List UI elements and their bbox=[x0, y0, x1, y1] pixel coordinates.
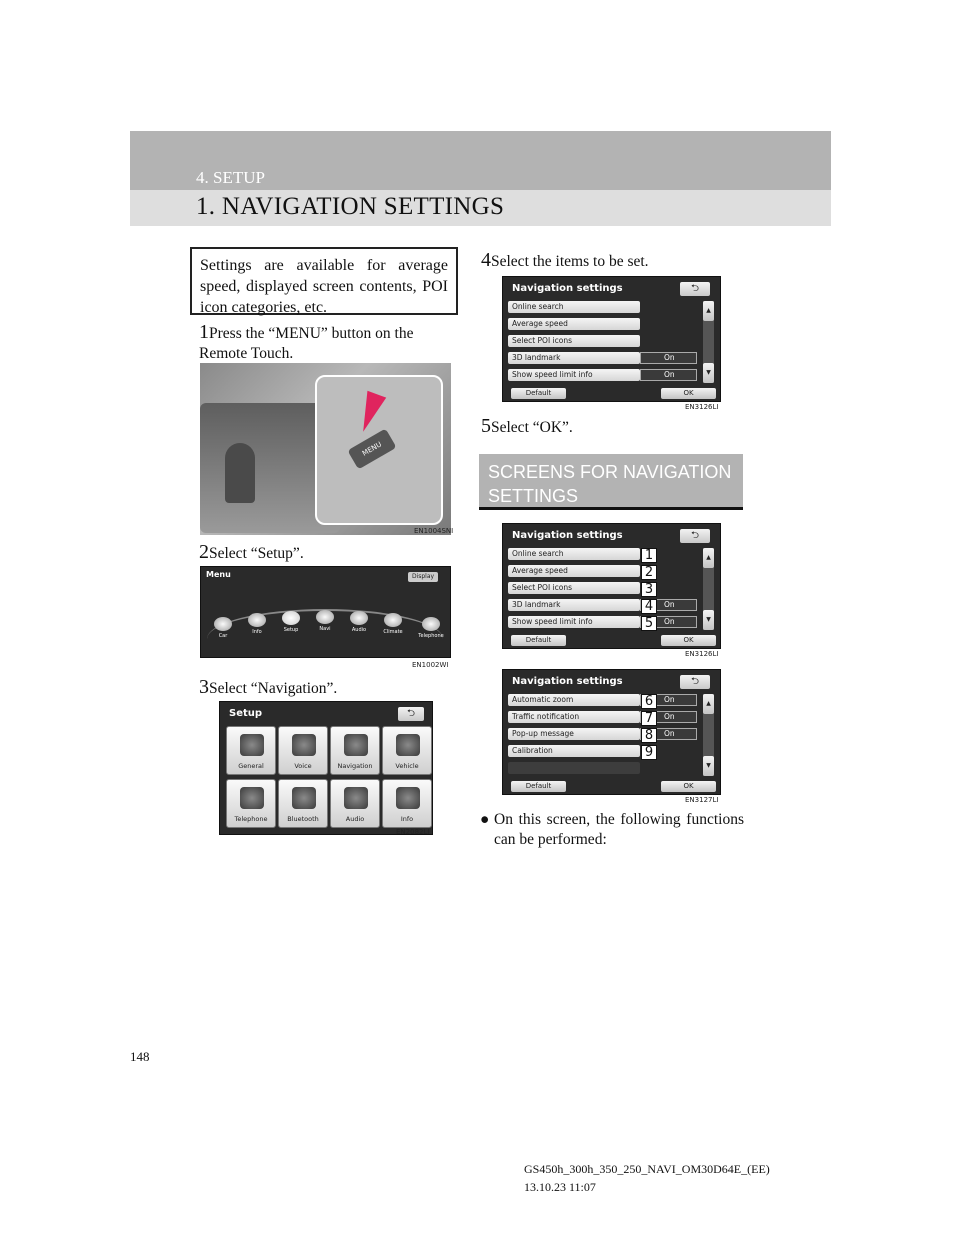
row-traffic-notification[interactable] bbox=[508, 711, 640, 723]
callout-tag: 8 bbox=[641, 728, 657, 743]
page-title: 1. NAVIGATION SETTINGS bbox=[196, 193, 505, 220]
row-label: 3D landmark bbox=[512, 600, 561, 609]
bluetooth-icon bbox=[292, 787, 316, 809]
value-speed-limit: On bbox=[664, 370, 675, 379]
tile-label: Vehicle bbox=[395, 762, 419, 770]
tile-label: Info bbox=[400, 815, 414, 823]
menu-item-label: Setup bbox=[283, 627, 299, 633]
nav-settings-screen-2 bbox=[502, 523, 721, 649]
screen-title: Setup bbox=[229, 708, 263, 719]
menu-item-climate[interactable] bbox=[381, 613, 405, 635]
callout-tag: 1 bbox=[641, 548, 657, 563]
back-icon: ⮌ bbox=[690, 530, 699, 541]
tile-bluetooth[interactable] bbox=[278, 779, 328, 828]
tile-label: General bbox=[238, 762, 264, 770]
step-text: Select the items to be set. bbox=[491, 253, 649, 270]
tile-vehicle[interactable] bbox=[382, 726, 432, 775]
music-note-icon bbox=[344, 787, 368, 809]
ok-button[interactable]: OK bbox=[661, 388, 716, 399]
tile-label: Audio bbox=[345, 815, 365, 823]
step-5 bbox=[481, 416, 746, 438]
step-4 bbox=[481, 250, 746, 272]
row-label: Calibration bbox=[512, 746, 553, 755]
default-button[interactable]: Default bbox=[511, 635, 566, 646]
row-label: Show speed limit info bbox=[512, 617, 593, 626]
row-label: Automatic zoom bbox=[512, 695, 574, 704]
row-label: Select POI icons bbox=[512, 583, 572, 592]
row-show-speed-limit-info[interactable] bbox=[508, 369, 640, 381]
figure-code: EN3126LI bbox=[685, 403, 719, 411]
row-automatic-zoom[interactable] bbox=[508, 694, 640, 706]
screen-title: Navigation settings bbox=[512, 530, 623, 541]
page-number: 148 bbox=[130, 1049, 150, 1064]
back-icon: ⮌ bbox=[690, 676, 699, 687]
menu-item-car[interactable] bbox=[211, 617, 235, 639]
nav-settings-screen-1 bbox=[502, 276, 721, 402]
scroll-down-button[interactable]: ▼ bbox=[703, 756, 714, 776]
figure-code: EN1004SNI bbox=[414, 527, 454, 535]
climate-icon bbox=[384, 613, 402, 627]
scroll-down-button[interactable]: ▼ bbox=[703, 610, 714, 630]
menu-item-label: Info bbox=[252, 629, 262, 635]
row-average-speed[interactable] bbox=[508, 318, 640, 330]
menu-button-label: MENU bbox=[347, 428, 396, 469]
figure-code: EN3127LI bbox=[685, 796, 719, 804]
menu-item-audio[interactable] bbox=[347, 611, 371, 633]
step-text: Select “Navigation”. bbox=[209, 680, 338, 697]
step-number: 2 bbox=[199, 541, 209, 563]
menu-item-navi[interactable] bbox=[313, 610, 337, 632]
row-label: Online search bbox=[512, 549, 564, 558]
row-select-poi-icons[interactable] bbox=[508, 582, 640, 594]
ok-button[interactable]: OK bbox=[661, 635, 716, 646]
step-number: 4 bbox=[481, 249, 491, 271]
row-calibration[interactable] bbox=[508, 745, 640, 757]
telephone-icon bbox=[422, 617, 440, 631]
row-label: Average speed bbox=[512, 319, 568, 328]
menu-item-telephone[interactable] bbox=[415, 617, 447, 639]
screen-title: Navigation settings bbox=[512, 676, 623, 687]
row-select-poi-icons[interactable] bbox=[508, 335, 640, 347]
footer-line-1: GS450h_300h_350_250_NAVI_OM30D64E_(EE) bbox=[524, 1162, 770, 1176]
callout-tag: 5 bbox=[641, 616, 657, 631]
menu-item-label: Audio bbox=[351, 627, 367, 633]
menu-screen bbox=[200, 566, 451, 658]
figure-code: EN2082LI bbox=[396, 828, 430, 836]
menu-item-label: Car bbox=[218, 633, 228, 639]
step-text: Select “OK”. bbox=[491, 419, 573, 436]
value-traffic-notification: On bbox=[664, 712, 675, 721]
tile-audio[interactable] bbox=[330, 779, 380, 828]
setup-screen bbox=[219, 701, 433, 835]
audio-icon bbox=[350, 611, 368, 625]
speaker-icon bbox=[292, 734, 316, 756]
menu-item-info[interactable] bbox=[245, 613, 269, 635]
value-3d-landmark: On bbox=[664, 600, 675, 609]
screens-heading: SCREENS FOR NAVIGATION SETTINGS bbox=[479, 454, 743, 510]
callout-tag: 7 bbox=[641, 711, 657, 726]
row-3d-landmark[interactable] bbox=[508, 599, 640, 611]
step-3 bbox=[199, 677, 459, 699]
row-label: Average speed bbox=[512, 566, 568, 575]
menu-item-label: Navi bbox=[319, 626, 331, 632]
value-3d-landmark: On bbox=[664, 353, 675, 362]
back-button[interactable] bbox=[680, 529, 710, 543]
callout-tag: 3 bbox=[641, 582, 657, 597]
row-label: 3D landmark bbox=[512, 353, 561, 362]
callout-tag: 4 bbox=[641, 599, 657, 614]
back-button[interactable] bbox=[680, 282, 710, 296]
step-text: Select “Setup”. bbox=[209, 545, 304, 562]
menu-item-setup[interactable] bbox=[279, 611, 303, 633]
back-button[interactable] bbox=[680, 675, 710, 689]
compass-icon bbox=[344, 734, 368, 756]
back-icon: ⮌ bbox=[406, 708, 415, 719]
tile-label: Voice bbox=[294, 762, 312, 770]
row-empty bbox=[508, 762, 640, 774]
callout-tag: 9 bbox=[641, 745, 657, 760]
back-button[interactable] bbox=[398, 707, 424, 721]
menu-item-label: Climate bbox=[383, 629, 403, 635]
row-label: Traffic notification bbox=[512, 712, 580, 721]
screen-title: Menu bbox=[206, 570, 231, 579]
step-text: Press the “MENU” button on the Remote Touch. bbox=[199, 325, 414, 362]
scroll-up-button[interactable]: ▲ bbox=[703, 301, 714, 321]
step-2 bbox=[199, 542, 459, 564]
step-number: 3 bbox=[199, 676, 209, 698]
callout-tag: 2 bbox=[641, 565, 657, 580]
section-label: 4. SETUP bbox=[196, 168, 265, 187]
step-1 bbox=[199, 322, 459, 364]
row-label: Pop-up message bbox=[512, 729, 574, 738]
row-show-speed-limit-info[interactable] bbox=[508, 616, 640, 628]
bullet-text bbox=[480, 810, 744, 850]
info-icon bbox=[396, 787, 420, 809]
screen-title: Navigation settings bbox=[512, 283, 623, 294]
remote-touch-photo bbox=[200, 363, 454, 535]
car-icon bbox=[214, 617, 232, 631]
tile-info[interactable] bbox=[382, 779, 432, 828]
gear-icon bbox=[240, 734, 264, 756]
nav-settings-screen-3 bbox=[502, 669, 721, 795]
row-average-speed[interactable] bbox=[508, 565, 640, 577]
figure-code: EN3126LI bbox=[685, 650, 719, 658]
row-label: Show speed limit info bbox=[512, 370, 593, 379]
bullet-body: On this screen, the following functions can be performed: bbox=[494, 811, 744, 848]
car-icon bbox=[396, 734, 420, 756]
figure-code: EN1002WI bbox=[412, 661, 449, 669]
row-pop-up-message[interactable] bbox=[508, 728, 640, 740]
menu-item-label: Telephone bbox=[418, 633, 444, 639]
setup-icon bbox=[282, 611, 300, 625]
row-label: Online search bbox=[512, 302, 564, 311]
shift-lever bbox=[225, 443, 255, 503]
default-button[interactable]: Default bbox=[511, 388, 566, 399]
tile-navigation[interactable] bbox=[330, 726, 380, 775]
phone-icon bbox=[240, 787, 264, 809]
footer-line-2: 13.10.23 11:07 bbox=[524, 1180, 596, 1194]
value-automatic-zoom: On bbox=[664, 695, 675, 704]
row-online-search[interactable] bbox=[508, 301, 640, 313]
back-icon: ⮌ bbox=[690, 283, 699, 294]
intro-box: Settings are available for average speed, displayed screen contents, POI icon categories, etc. bbox=[190, 247, 458, 315]
ok-button[interactable]: OK bbox=[661, 781, 716, 792]
value-speed-limit: On bbox=[664, 617, 675, 626]
bullet-dot-icon: ● bbox=[480, 811, 490, 828]
row-label: Select POI icons bbox=[512, 336, 572, 345]
navi-icon bbox=[316, 610, 334, 624]
tile-general[interactable] bbox=[226, 726, 276, 775]
value-pop-up-message: On bbox=[664, 729, 675, 738]
tile-label: Bluetooth bbox=[287, 815, 319, 823]
callout-tag: 6 bbox=[641, 694, 657, 709]
row-online-search[interactable] bbox=[508, 548, 640, 560]
display-button[interactable]: Display bbox=[408, 572, 438, 582]
step-number: 1 bbox=[199, 321, 209, 343]
info-icon bbox=[248, 613, 266, 627]
default-button[interactable]: Default bbox=[511, 781, 566, 792]
scroll-up-button[interactable]: ▲ bbox=[703, 548, 714, 568]
tile-telephone[interactable] bbox=[226, 779, 276, 828]
scroll-up-button[interactable]: ▲ bbox=[703, 694, 714, 714]
step-number: 5 bbox=[481, 415, 491, 437]
row-3d-landmark[interactable] bbox=[508, 352, 640, 364]
scroll-down-button[interactable]: ▼ bbox=[703, 363, 714, 383]
tile-label: Telephone bbox=[234, 815, 268, 823]
tile-voice[interactable] bbox=[278, 726, 328, 775]
tile-label: Navigation bbox=[337, 762, 373, 770]
